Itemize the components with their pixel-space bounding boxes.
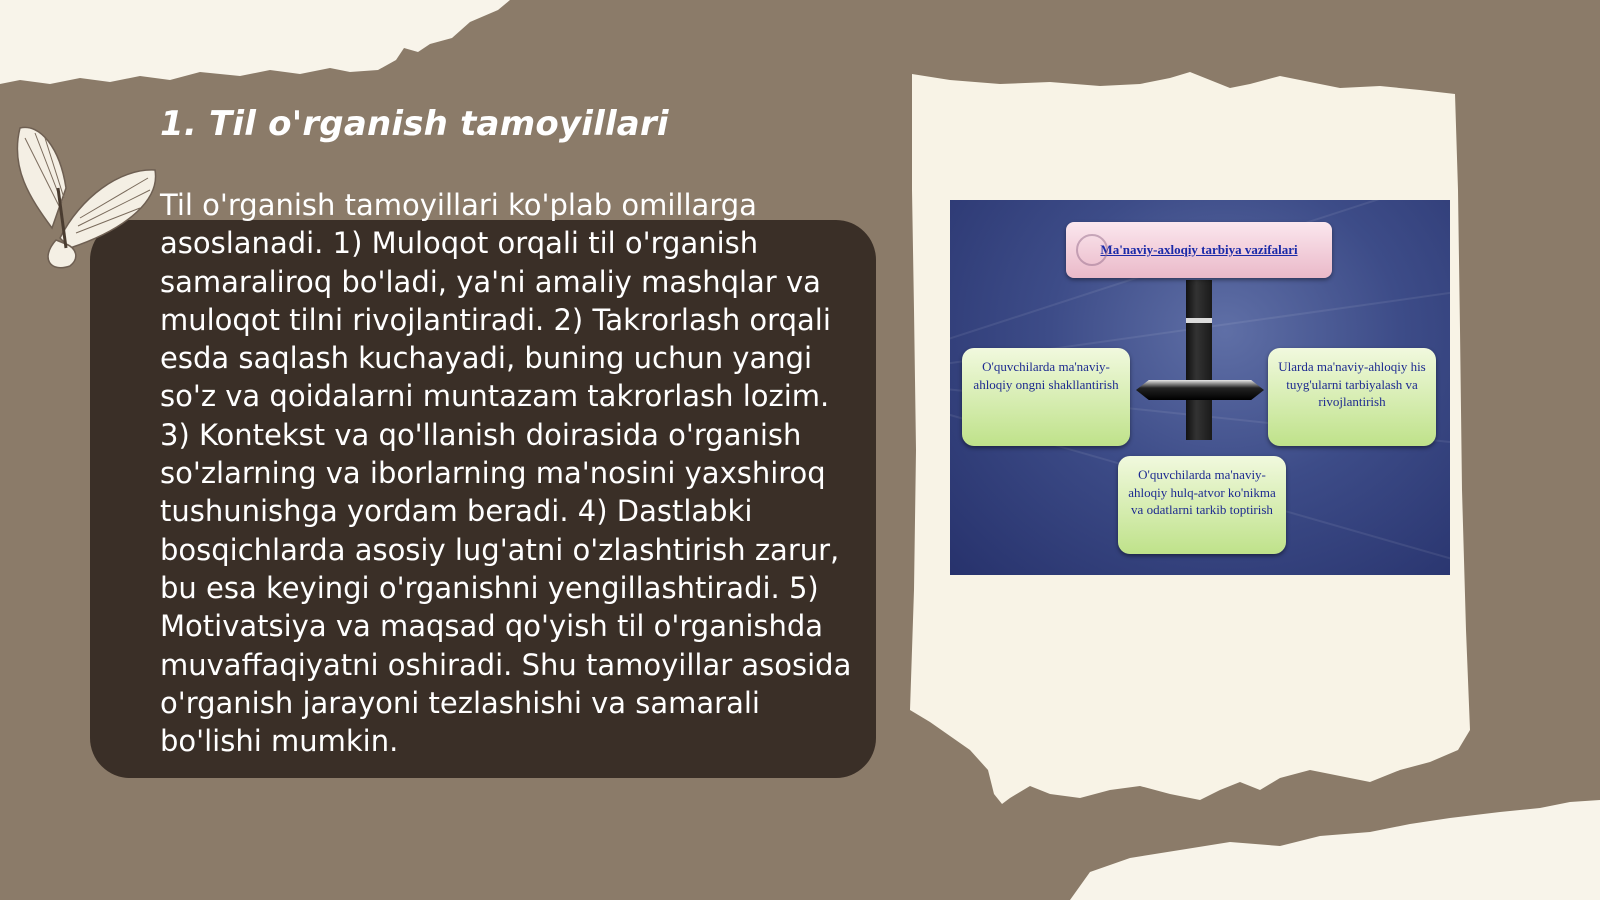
diagram-connector-horizontal	[1136, 380, 1264, 400]
diagram-box-left-text: O'quvchilarda ma'naviy-ahloqiy ongni shakllantirish	[973, 359, 1119, 392]
diagram-box-bottom	[1118, 456, 1286, 554]
slide-title: 1. Til o'rganish tamoyillari	[160, 104, 669, 144]
diagram-image	[950, 200, 1450, 575]
diagram-connector-gap	[1186, 318, 1212, 323]
diagram-title: Ma'naviy-axloqiy tarbiya vazifalari	[1100, 242, 1298, 257]
butterfly-icon	[0, 108, 170, 278]
magnifier-icon	[1076, 234, 1108, 266]
diagram-box-bottom-text: O'quvchilarda ma'naviy-ahloqiy hulq-atvor ko'nikma va odatlarni tarkib toptirish	[1128, 467, 1276, 517]
diagram-connector-vertical	[1186, 280, 1212, 440]
diagram-box-right-text: Ularda ma'naviy-ahloqiy his tuyg'ularni tarbiyalash va rivojlantirish	[1278, 359, 1426, 409]
diagram-box-right	[1268, 348, 1436, 446]
torn-paper-top-left	[0, 0, 510, 84]
diagram-box-left	[962, 348, 1130, 446]
slide-body-text: Til o'rganish tamoyillari ko'plab omillarga asoslanadi. 1) Muloqot orqali til o'rganish samaraliroq bo'ladi, ya'ni amaliy mashqlar va muloqot tilni rivojlantiradi. 2) Takrorlash orqali esda saqlash kuchayadi, buning uchun yangi so'z va qoidalarni muntazam takrorlash lozim. 3) Kontekst va qo'llanish doirasida o'rganish so'zlarning va iborlarning ma'nosini yaxshiroq tushunishga yordam beradi. 4) Dastlabki bosqichlarda asosiy lug'atni o'zlashtirish zarur, bu esa keyingi o'rganishni yengillashtiradi. 5) Motivatsiya va maqsad qo'yish til o'rganishda muvaffaqiyatni oshiradi. Shu tamoyillar asosida o'rganish jarayoni tezlashishi va samarali bo'lishi mumkin.	[160, 188, 852, 759]
diagram-title-box	[1066, 222, 1332, 278]
